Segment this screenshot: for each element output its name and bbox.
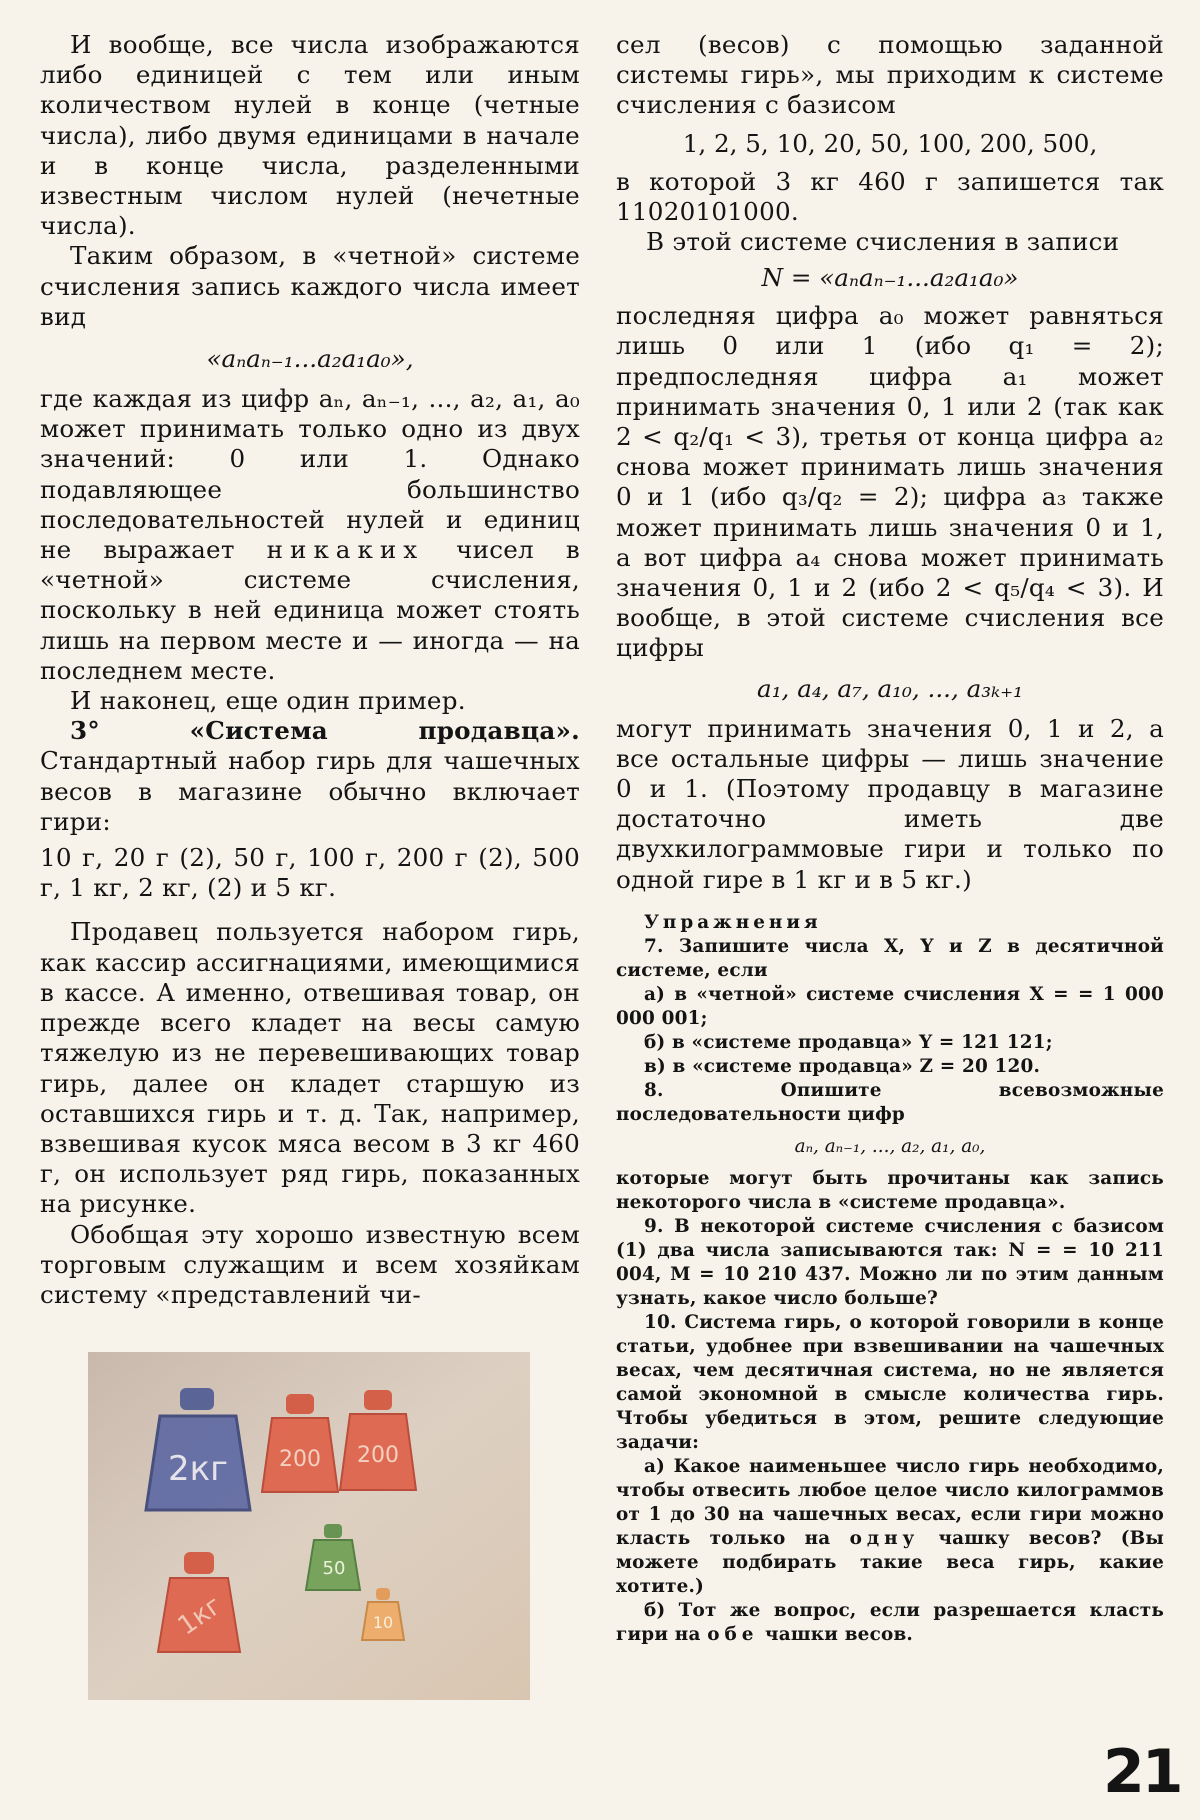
paragraph: И вообще, все числа изображаются либо единицей с тем или иным количеством нулей в конце (четные числа), либо двумя единицами в начале и в конце числа, разделенными известным числом нулей (нечетные числа). <box>40 30 580 241</box>
exercise-10b: б) Тот же вопрос, если разрешается класть гири на обе чашки весов. <box>616 1599 1164 1645</box>
weights-photo <box>88 1352 530 1700</box>
svg-text:2кг: 2кг <box>167 1449 229 1489</box>
paragraph: могут принимать значения 0, 1 и 2, а все остальные цифры — лишь значение 0 и 1. (Поэтому продавцу в магазине достаточно иметь две двухкилограммовые гири и только по одной гире в 1 кг и в 5 кг.) <box>616 713 1164 894</box>
formula: N = «aₙaₙ₋₁...a₂a₁a₀» <box>761 263 1019 293</box>
exercise-8: 8. Опишите всевозможные последовательности цифр <box>616 1079 1164 1125</box>
section-heading: «Система продавца». <box>189 716 580 746</box>
basis: 1, 2, 5, 10, 20, 50, 100, 200, 500, <box>682 128 1098 158</box>
svg-text:1кг: 1кг <box>172 1590 228 1642</box>
formula: a₁, a₄, a₇, a₁₀, ..., a₃ₖ₊₁ <box>757 673 1023 703</box>
paragraph: Таким образом, в «четной» системе счисления запись каждого числа имеет вид <box>40 241 580 331</box>
svg-text:200: 200 <box>357 1443 399 1468</box>
formula: «aₙaₙ₋₁...a₂a₁a₀», <box>206 344 414 374</box>
svg-text:200: 200 <box>279 1447 321 1472</box>
left-column <box>40 30 580 1310</box>
paragraph: Обобщая эту хорошо известную всем торговым служащим и всем хозяйкам систему «представлений чи- <box>40 1219 580 1309</box>
paragraph: где каждая из цифр aₙ, aₙ₋₁, ..., a₂, a₁, a₀ может принимать только одно из двух значений: 0 или 1. Однако подавляющее большинство последовательностей нулей и единиц не выражает никаких чисел в «четной» системе счисления, поскольку в ней единица может стоять лишь на первом месте и — иногда — на последнем месте. <box>40 384 580 685</box>
exercise-8-formula: aₙ, aₙ₋₁, ..., a₂, a₁, a₀, <box>794 1135 986 1157</box>
exercise-8-cont: которые могут быть прочитаны как запись некоторого числа в «системе продавца». <box>616 1167 1164 1213</box>
paragraph: последняя цифра a₀ может равняться лишь 0 или 1 (ибо q₁ = 2); предпоследняя цифра a₁ может принимать значения 0, 1 или 2 (так как 2 < q₂/q₁ < 3), третья от конца цифра a₂ снова может принимать лишь значения 0 и 1 (ибо q₃/q₂ = 2); цифра a₃ также может принимать лишь значения 0 и 1, а вот цифра a₄ снова может принимать значения 0, 1 и 2 (ибо 2 < q₅/q₄ < 3). И вообще, в этой системе счисления все цифры <box>616 301 1164 663</box>
paragraph: 3° «Система продавца». Стандартный набор гирь для чашечных весов в магазине обычно включает гири: <box>40 716 580 836</box>
paragraph: В этой системе счисления в записи <box>646 227 1120 257</box>
right-column <box>616 30 1164 1647</box>
exercise-10: 10. Система гирь, о которой говорили в конце статьи, удобнее при взвешивании на чашечных весах, чем десятичная система, но не является самой экономной в смысле количества гирь. Чтобы убедиться в этом, решите следующие задачи: <box>616 1311 1164 1453</box>
exercises <box>616 911 1164 1647</box>
svg-text:50: 50 <box>322 1558 346 1579</box>
paragraph: сел (весов) с помощью заданной системы гирь», мы приходим к системе счисления с базисом <box>616 30 1164 120</box>
exercise-7c: в) в «системе продавца» Z = 20 120. <box>644 1055 1041 1077</box>
paragraph: И наконец, еще один пример. <box>70 686 466 716</box>
page-number: 21 <box>1103 1737 1181 1807</box>
paragraph: в которой 3 кг 460 г запишется так 11020101000. <box>616 166 1164 226</box>
section-number: 3° <box>70 716 100 746</box>
paragraph: Продавец пользуется набором гирь, как кассир ассигнациями, имеющимися в кассе. А именно, отвешивая товар, он прежде всего кладет на весы самую тяжелую из не перевешивающих товар гирь, далее он кладет старшую из оставшихся гирь и т. д. Так, например, взвешивая кусок мяса весом в 3 кг 460 г, он использует ряд гирь, показанных на рисунке. <box>40 917 580 1219</box>
exercise-7b: б) в «системе продавца» Y = 121 121; <box>644 1031 1053 1053</box>
weights-illustration <box>88 1352 530 1700</box>
weights-list: 10 г, 20 г (2), 50 г, 100 г, 200 г (2), 500 г, 1 кг, 2 кг, (2) и 5 кг. <box>40 843 580 903</box>
exercise-9: 9. В некоторой системе счисления с базисом (1) два числа записываются так: N = = 10 211 004, M = 10 210 437. Можно ли по этим данным узнать, какое число больше? <box>616 1215 1164 1309</box>
exercise-10a: а) Какое наименьшее число гирь необходимо, чтобы отвесить любое целое число килограммов от 1 до 30 на чашечных весах, если гири можно класть только на одну чашку весов? (Вы можете подбирать такие веса гирь, какие хотите.) <box>616 1455 1164 1597</box>
svg-text:10: 10 <box>372 1613 394 1632</box>
exercises-title: Упражнения <box>644 911 822 933</box>
exercise-7a: а) в «четной» системе счисления X = = 1 000 000 001; <box>616 983 1164 1029</box>
exercise-7: 7. Запишите числа X, Y и Z в десятичной системе, если <box>616 935 1164 981</box>
